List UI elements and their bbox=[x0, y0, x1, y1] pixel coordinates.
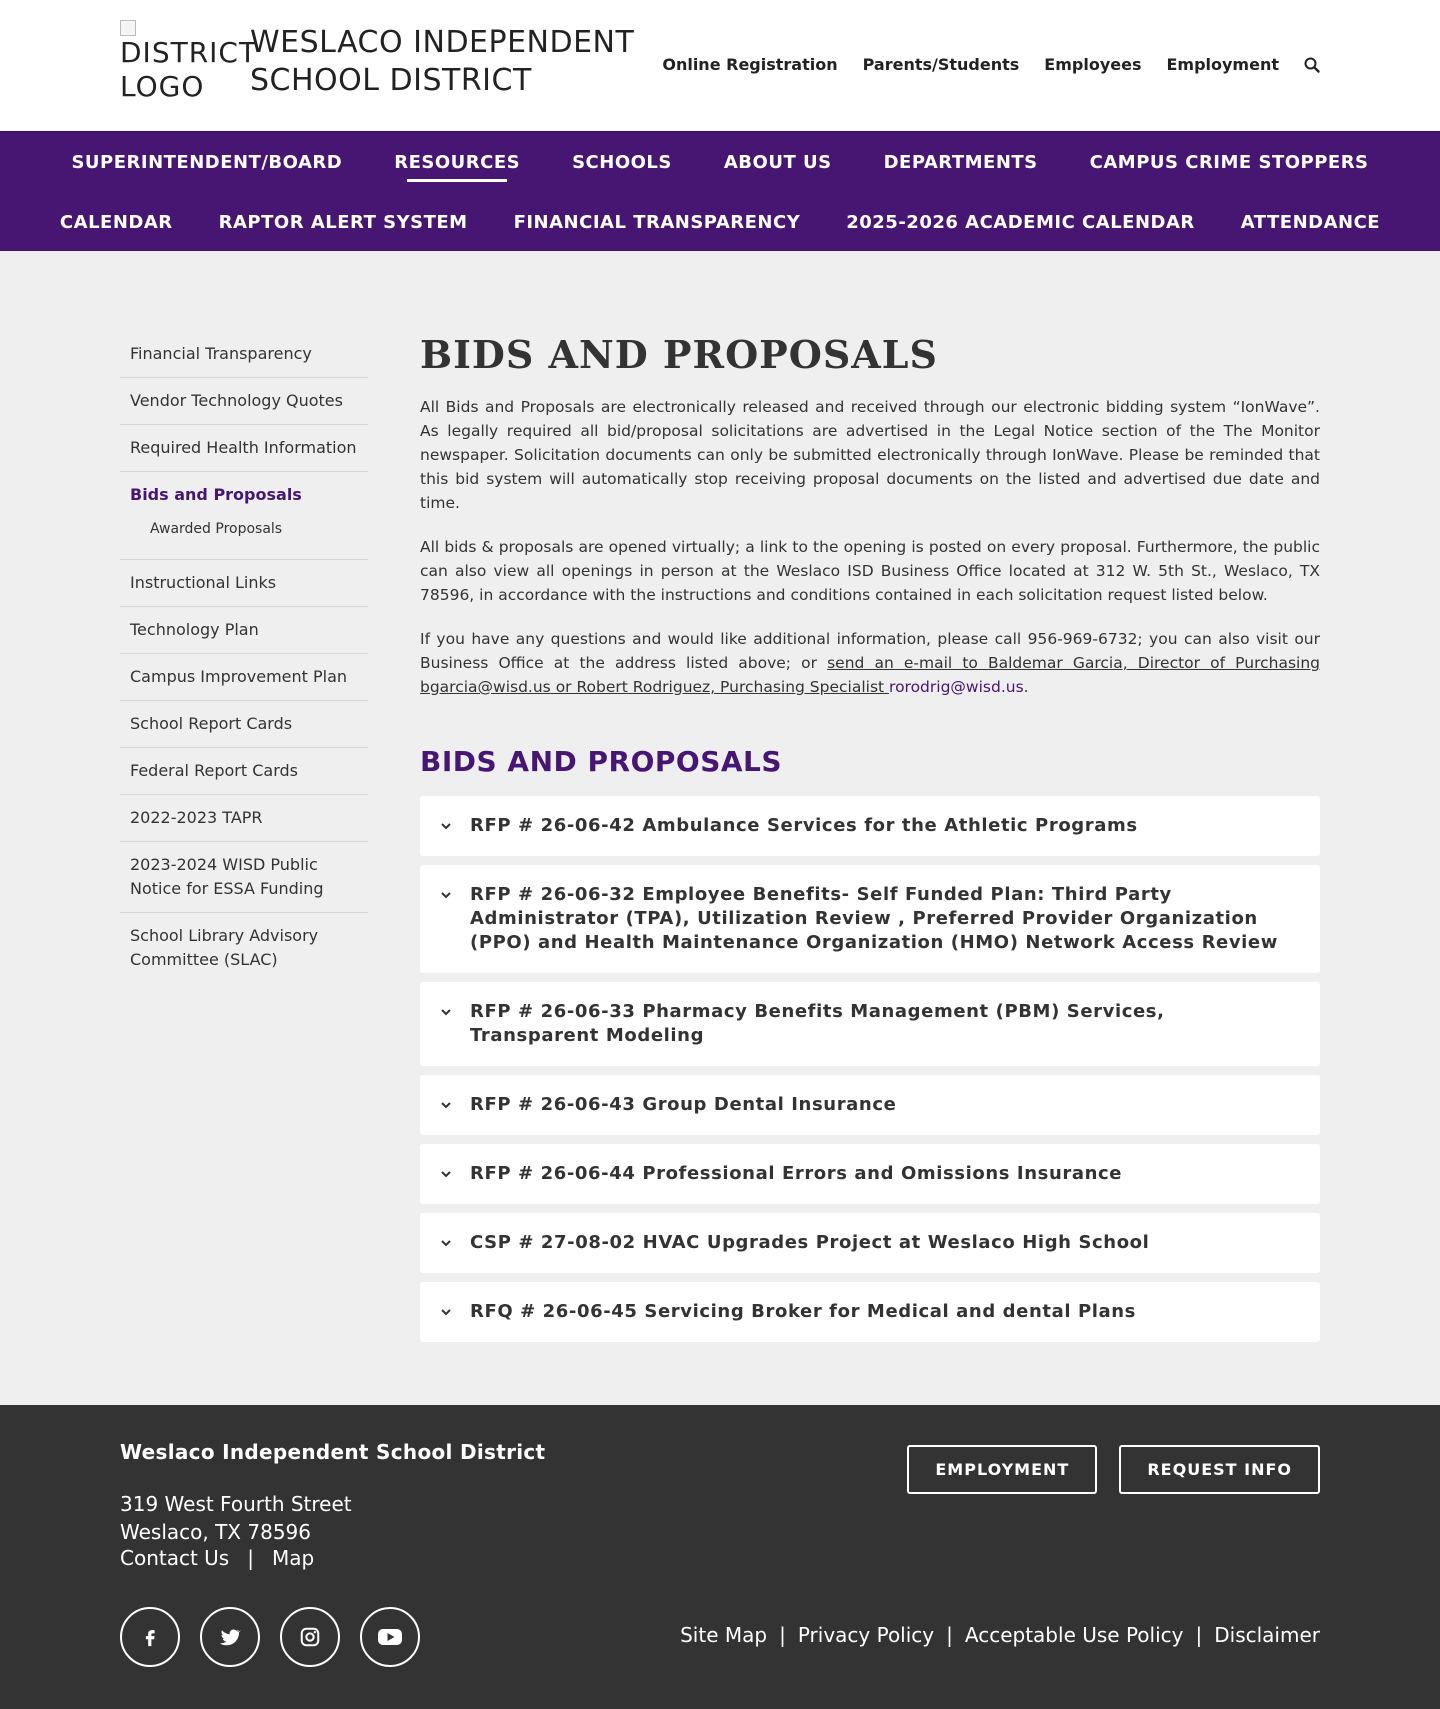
nav-campus-crime-stoppers[interactable]: CAMPUS CRIME STOPPERS bbox=[1089, 151, 1369, 173]
util-link-parents-students[interactable]: Parents/Students bbox=[862, 55, 1020, 74]
site-header bbox=[0, 0, 1440, 131]
footer-contact-links bbox=[120, 1546, 314, 1570]
district-logo[interactable] bbox=[120, 20, 258, 110]
content-area bbox=[0, 251, 1440, 1405]
main-nav-row-2 bbox=[0, 192, 1440, 252]
footer-address-line-1: 319 West Fourth Street bbox=[120, 1492, 352, 1516]
separator: | bbox=[1195, 1623, 1203, 1647]
accordion-item[interactable] bbox=[420, 982, 1320, 1066]
site-footer bbox=[0, 1405, 1440, 1709]
separator: | bbox=[946, 1623, 953, 1647]
footer-district-name: Weslaco Independent School District bbox=[120, 1440, 546, 1464]
accordion-title: RFQ # 26-06-45 Servicing Broker for Medical and dental Plans bbox=[470, 1301, 1136, 1322]
accordion-item[interactable] bbox=[420, 796, 1320, 856]
accordion-item[interactable] bbox=[420, 1213, 1320, 1273]
sidebar-item-federal-report-cards[interactable]: Federal Report Cards bbox=[120, 748, 368, 795]
utility-nav bbox=[662, 55, 1320, 74]
sidebar-item-slac[interactable]: School Library Advisory Committee (SLAC) bbox=[130, 926, 319, 969]
intro-paragraph-1: All Bids and Proposals are electronically released and received through our electronic bidding system “IonWave”. As legally required all bid/proposal solicitations are advertised in the Legal Notice section of the The Monitor newspaper. Solicitation documents can only be submitted electronically through IonWave. Please be reminded that this bid system will automatically stop receiving proposal documents on the listed and advertised due date and time. bbox=[420, 398, 1320, 512]
nav-departments[interactable]: DEPARTMENTS bbox=[883, 151, 1038, 173]
nav-raptor-alert-system[interactable]: RAPTOR ALERT SYSTEM bbox=[218, 211, 468, 233]
footer-legal-links bbox=[680, 1623, 1320, 1647]
main-nav bbox=[0, 131, 1440, 251]
page-title: BIDS AND PROPOSALS bbox=[420, 332, 938, 377]
footer-address bbox=[120, 1490, 352, 1546]
nav-superintendent-board[interactable]: SUPERINTENDENT/BOARD bbox=[71, 151, 343, 173]
separator: | bbox=[779, 1623, 786, 1647]
accordion-item[interactable] bbox=[420, 1075, 1320, 1135]
acceptable-use-policy-link[interactable]: Acceptable Use Policy bbox=[964, 1623, 1184, 1647]
instagram-icon[interactable] bbox=[280, 1607, 340, 1667]
logo-alt-text: DISTRICT LOGO bbox=[120, 36, 258, 103]
accordion-item[interactable] bbox=[420, 1144, 1320, 1204]
chevron-down-icon bbox=[440, 820, 452, 832]
sidebar-item-school-report-cards[interactable]: School Report Cards bbox=[120, 701, 368, 748]
chevron-down-icon bbox=[440, 1306, 452, 1318]
footer-buttons bbox=[907, 1445, 1320, 1494]
sidebar-item-instructional-links[interactable]: Instructional Links bbox=[120, 560, 368, 607]
sidebar-item-vendor-technology-quotes[interactable]: Vendor Technology Quotes bbox=[120, 378, 368, 425]
footer-contact-us-link[interactable]: Contact Us bbox=[120, 1546, 230, 1570]
sidebar-item-technology-plan[interactable]: Technology Plan bbox=[120, 607, 368, 654]
util-link-employment[interactable]: Employment bbox=[1166, 55, 1279, 74]
accordion-item[interactable] bbox=[420, 1282, 1320, 1342]
chevron-down-icon bbox=[440, 1237, 452, 1249]
email-address-rodriguez[interactable]: rorodrig@wisd.us bbox=[889, 678, 1024, 696]
request-info-button[interactable]: REQUEST INFO bbox=[1119, 1445, 1320, 1494]
sidebar-item-required-health-information[interactable]: Required Health Information bbox=[120, 425, 368, 472]
employment-button[interactable]: EMPLOYMENT bbox=[907, 1445, 1097, 1494]
disclaimer-link[interactable]: Disclaimer bbox=[1214, 1623, 1320, 1647]
email-address-garcia[interactable]: bgarcia@wisd.us bbox=[420, 678, 551, 696]
nav-financial-transparency[interactable]: FINANCIAL TRANSPARENCY bbox=[513, 211, 801, 233]
intro-paragraph-2: All bids & proposals are opened virtually; a link to the opening is posted on every proposal. Furthermore, the public can also view all openings in person at the Weslaco ISD Business Office located at 312 W. 5th St., Weslaco, TX 78596, in accordance with the instructions and conditions contained in each solicitation request listed below. bbox=[420, 538, 1320, 604]
broken-image-icon bbox=[120, 20, 136, 36]
chevron-down-icon bbox=[440, 1168, 452, 1180]
accordion-title: RFP # 26-06-43 Group Dental Insurance bbox=[470, 1094, 897, 1115]
site-map-link[interactable]: Site Map bbox=[680, 1623, 768, 1647]
sidebar-item-campus-improvement-plan[interactable]: Campus Improvement Plan bbox=[120, 654, 368, 701]
search-icon[interactable] bbox=[1304, 57, 1320, 73]
sidebar-item-bids-and-proposals[interactable]: Bids and Proposals bbox=[130, 485, 302, 504]
accordion-title: RFP # 26-06-33 Pharmacy Benefits Management (PBM) Services, Transparent Modeling bbox=[470, 1001, 1165, 1046]
accordion-item[interactable] bbox=[420, 865, 1320, 973]
main-content bbox=[420, 331, 1320, 1351]
contact-text-end: . bbox=[1023, 678, 1029, 696]
util-link-employees[interactable]: Employees bbox=[1044, 55, 1142, 74]
chevron-down-icon bbox=[440, 1006, 452, 1018]
email-link-rodriguez[interactable]: or Robert Rodriguez, Purchasing Specialist bbox=[550, 678, 890, 696]
chevron-down-icon bbox=[440, 1099, 452, 1111]
sidebar-subitem-awarded-proposals[interactable]: Awarded Proposals bbox=[120, 513, 368, 560]
privacy-policy-link[interactable]: Privacy Policy bbox=[797, 1623, 935, 1647]
accordion-title: RFP # 26-06-32 Employee Benefits- Self Funded Plan: Third Party Administrator (TPA), Utilization Review , Preferred Provider Organization (PPO) and Health Maintenance Organization (HMO) Network Access Review bbox=[470, 884, 1278, 953]
nav-academic-calendar[interactable]: 2025-2026 ACADEMIC CALENDAR bbox=[846, 211, 1195, 233]
email-link-garcia[interactable]: send an e-mail to Baldemar Garcia, Director of Purchasing bbox=[827, 654, 1320, 672]
util-link-online-registration[interactable]: Online Registration bbox=[662, 55, 838, 74]
site-title[interactable]: WESLACO INDEPENDENT SCHOOL DISTRICT bbox=[250, 25, 635, 98]
social-links bbox=[120, 1607, 420, 1667]
contact-text: If you have any questions and would like additional information, please call 956-969-6732; you can also visit our Business Office at the address listed above; or bbox=[420, 630, 1320, 672]
nav-about-us[interactable]: ABOUT US bbox=[723, 151, 832, 173]
nav-schools[interactable]: SCHOOLS bbox=[572, 151, 672, 173]
youtube-icon[interactable] bbox=[360, 1607, 420, 1667]
accordion-title: RFP # 26-06-44 Professional Errors and Omissions Insurance bbox=[470, 1163, 1123, 1184]
footer-address-line-2: Weslaco, TX 78596 bbox=[120, 1520, 311, 1544]
accordion-title: CSP # 27-08-02 HVAC Upgrades Project at Weslaco High School bbox=[470, 1232, 1150, 1253]
sidebar-item-essa-funding-notice[interactable]: 2023-2024 WISD Public Notice for ESSA Funding bbox=[120, 842, 368, 913]
twitter-icon[interactable] bbox=[200, 1607, 260, 1667]
nav-resources[interactable]: RESOURCES bbox=[394, 151, 521, 173]
nav-calendar[interactable]: CALENDAR bbox=[59, 211, 173, 233]
main-nav-row-1 bbox=[0, 132, 1440, 192]
facebook-icon[interactable] bbox=[120, 1607, 180, 1667]
intro-paragraph-3 bbox=[420, 627, 1320, 699]
accordion-title: RFP # 26-06-42 Ambulance Services for the Athletic Programs bbox=[470, 815, 1138, 836]
chevron-down-icon bbox=[440, 889, 452, 901]
sidebar-item-tapr[interactable]: 2022-2023 TAPR bbox=[120, 795, 368, 842]
sidebar-item-financial-transparency[interactable]: Financial Transparency bbox=[120, 331, 368, 378]
separator: | bbox=[247, 1546, 254, 1570]
footer-map-link[interactable]: Map bbox=[271, 1546, 315, 1570]
sidebar-nav bbox=[120, 331, 368, 983]
section-title: BIDS AND PROPOSALS bbox=[420, 745, 783, 778]
nav-attendance[interactable]: ATTENDANCE bbox=[1240, 211, 1381, 233]
